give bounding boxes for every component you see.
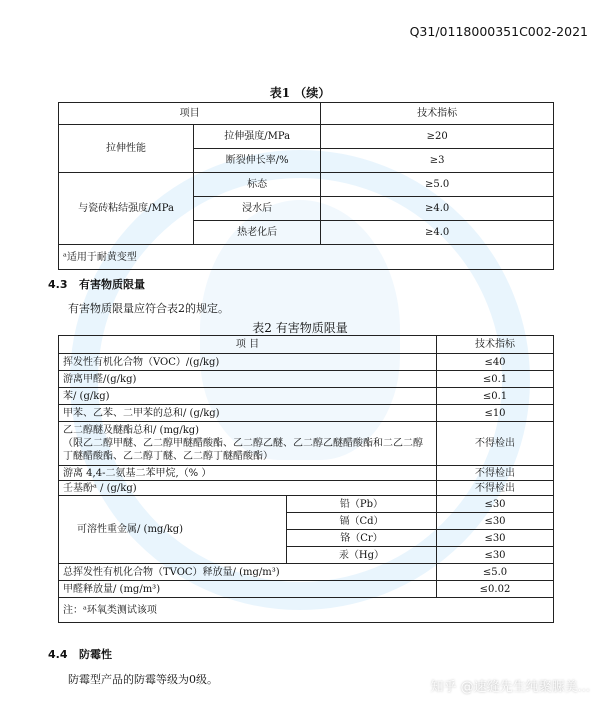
- table1-caption: 表1 （续）: [269, 86, 331, 100]
- table1-header-spec: 技术指标: [321, 103, 554, 125]
- section-title: 有害物质限量: [79, 278, 145, 291]
- table2-row-item: 游离甲醛/(g/kg): [59, 371, 437, 388]
- section-4-3-text: 有害物质限量应符合表2的规定。: [68, 302, 229, 315]
- table2-row-value: ≤5.0: [437, 564, 554, 581]
- table2-note: 注：ᵃ环氧类测试该项: [59, 598, 554, 623]
- table2-row-value: 不得检出: [437, 466, 554, 481]
- table2-metal-item: 汞（Hg）: [287, 547, 437, 564]
- table2-metal-item: 镉（Cd）: [287, 513, 437, 530]
- table2-metal-group: 可溶性重金属/ (mg/kg): [59, 496, 287, 564]
- section-4-3-heading: [48, 276, 145, 292]
- table1-row-item: 断裂伸长率/%: [194, 149, 321, 173]
- table1-row-value: ≥4.0: [321, 197, 554, 221]
- table1-row-item: 标态: [194, 173, 321, 197]
- table2-row-value: ≤40: [437, 354, 554, 371]
- table2-metal-item: 铬（Cr）: [287, 530, 437, 547]
- document-number: Q31/0118000351C002-2021: [409, 24, 588, 39]
- table2-caption: 表2 有害物质限量: [252, 321, 348, 335]
- table2-row-value: 不得检出: [437, 422, 554, 466]
- table2-row-value: ≤0.02: [437, 581, 554, 598]
- table1-row-value: ≥3: [321, 149, 554, 173]
- table1-row-item: 浸水后: [194, 197, 321, 221]
- section-title: 防霉性: [79, 648, 112, 661]
- table1-row-item: 热老化后: [194, 221, 321, 245]
- table2-row-item: 乙二醇醚及醚酯总和/ (mg/kg) （限乙二醇甲醚、乙二醇甲醚醋酸酯、乙二醇乙醚、乙二醇乙醚醋酸酯和二乙二醇丁醚醋酸酯、乙二醇丁醚、乙二醇丁醚醋酸酯）: [59, 422, 437, 466]
- table2-row-item: 甲苯、乙苯、二甲苯的总和/ (g/kg): [59, 405, 437, 422]
- table2-row-value: ≤0.1: [437, 388, 554, 405]
- table2: [58, 335, 554, 623]
- table2-row-item: 壬基酚ᵃ / (g/kg): [59, 481, 437, 496]
- table1-row-value: ≥5.0: [321, 173, 554, 197]
- table2-header-spec: 技术指标: [437, 336, 554, 354]
- table2-row-item: 总挥发性有机化合物（TVOC）释放量/ (mg/m³): [59, 564, 437, 581]
- table1: [58, 102, 554, 270]
- table1-row-item: 拉伸强度/MPa: [194, 125, 321, 149]
- section-4-4-heading: [48, 646, 112, 662]
- table2-metal-value: ≤30: [437, 513, 554, 530]
- table2-metal-value: ≤30: [437, 496, 554, 513]
- table2-row-item: 游离 4,4-二氨基二苯甲烷,（% ）: [59, 466, 437, 481]
- table2-row-value: ≤0.1: [437, 371, 554, 388]
- table1-note: ᵃ适用于耐黄变型: [59, 245, 554, 270]
- table1-row-value: ≥4.0: [321, 221, 554, 245]
- section-number: 4.3: [48, 278, 68, 291]
- table2-row-value: 不得检出: [437, 481, 554, 496]
- section-number: 4.4: [48, 648, 68, 661]
- table1-group-name: 拉伸性能: [59, 125, 194, 173]
- table2-row-value: ≤10: [437, 405, 554, 422]
- table1-row-value: ≥20: [321, 125, 554, 149]
- table2-row-item: 苯/ (g/kg): [59, 388, 437, 405]
- table1-group-name: 与瓷砖粘结强度/MPa: [59, 173, 194, 245]
- table2-row-item: 甲醛释放量/ (mg/m³): [59, 581, 437, 598]
- table2-metal-value: ≤30: [437, 530, 554, 547]
- table2-metal-value: ≤30: [437, 547, 554, 564]
- section-4-4-text: 防霉型产品的防霉等级为0级。: [68, 673, 218, 686]
- table1-header-item: 项目: [59, 103, 321, 125]
- table2-header-item: 项 目: [59, 336, 437, 354]
- table2-row-item: 挥发性有机化合物（VOC）/(g/kg): [59, 354, 437, 371]
- zhihu-watermark-text: 知乎 @速缝先生纯聚脲美...: [430, 680, 590, 695]
- table2-metal-item: 铅（Pb）: [287, 496, 437, 513]
